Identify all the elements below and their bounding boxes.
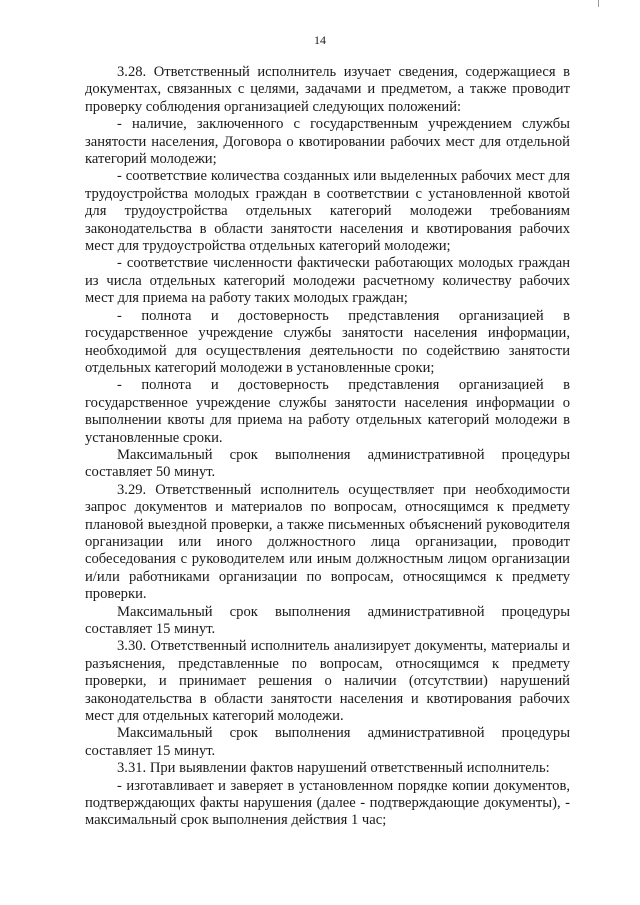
max-time-15-min-a: Максимальный срок выполнения административной процедуры составляет 15 минут. <box>85 603 570 637</box>
document-body <box>85 64 570 830</box>
paragraph-3-28: 3.28. Ответственный исполнитель изучает сведения, содержащиеся в документах, связанных с целями, задачами и предметом, а также проводит проверку соблюдения организацией следующих положений: <box>85 64 570 115</box>
max-time-15-min-b: Максимальный срок выполнения административной процедуры составляет 15 минут. <box>85 725 570 759</box>
list-item-quota-info: - полнота и достоверность представления организацией в государственное учреждение службы занятости населения информации о выполнении квоты для приема на работу отдельных категорий молодежи в установленные сроки. <box>85 377 570 446</box>
list-item-copies: - изготавливает и заверяет в установленном порядке копии документов, подтверждающих факты нарушения (далее - подтверждающие документы), - максимальный срок выполнения действия 1 час; <box>85 777 570 829</box>
page-number: 14 <box>314 33 326 47</box>
list-item-job-count: - соответствие количества созданных или выделенных рабочих мест для трудоустройства молодых граждан в соответствии с установленной квотой для трудоустройства отдельных категорий молодежи требованиям законодательства в области занятости населения и квотирования рабочих мест для трудоустройства отдельных категорий молодежи; <box>85 168 570 255</box>
scan-edge-mark <box>598 0 599 7</box>
paragraph-3-31: 3.31. При выявлении фактов нарушений ответственный исполнитель: <box>117 760 550 777</box>
paragraph-3-30: 3.30. Ответственный исполнитель анализирует документы, материалы и разъяснения, представленные по вопросам, относящимся к предмету проверки, и принимает решения о наличии (отсутствии) нарушений законодательства в области занятости населения и квотирования рабочих мест для отдельных категорий молодежи. <box>85 638 570 725</box>
list-item-worker-count: - соответствие численности фактически работающих молодых граждан из числа отдельных категорий молодежи расчетному количеству рабочих мест для приема на работу таких молодых граждан; <box>85 255 570 307</box>
list-item-info-completeness: - полнота и достоверность представления организацией в государственное учреждение службы занятости населения информации, необходимой для осуществления деятельности по содействию занятости отдельных категорий молодежи в установленные сроки; <box>85 307 570 376</box>
max-time-50-min: Максимальный срок выполнения административной процедуры составляет 50 минут. <box>85 446 570 481</box>
paragraph-3-29: 3.29. Ответственный исполнитель осуществляет при необходимости запрос документов и материалов по вопросам, относящимся к предмету плановой выездной проверки, а также письменных объяснений руководителя организации или иного должностного лица организации, проводит собеседования с руководителем или иным должностным лицом организации и/или работниками организации по вопросам, относящимся к предмету проверки. <box>85 481 570 603</box>
list-item-contract: - наличие, заключенного с государственным учреждением службы занятости населения, Договора о квотировании рабочих мест для отдельной категорий молодежи; <box>85 116 570 168</box>
